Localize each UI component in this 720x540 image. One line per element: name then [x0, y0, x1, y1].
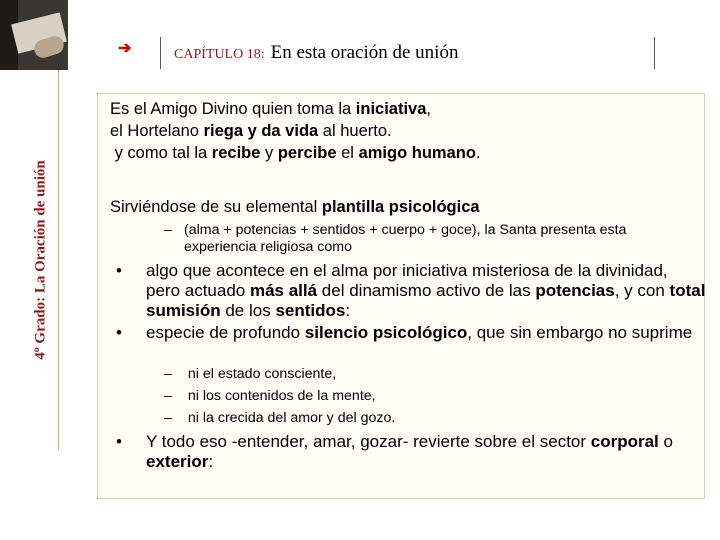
intro-line-3 [110, 142, 481, 164]
sidebar-vertical-title [28, 70, 54, 450]
list-item-text: ni los contenidos de la mente, [187, 388, 376, 404]
sub-item-text: (alma + potencias + sentidos + cuerpo + goce), la Santa presenta esta experiencia religiosa como [184, 222, 627, 255]
sub-item [164, 222, 644, 256]
dash-marker: – [164, 388, 172, 404]
intro-line-1 [110, 98, 481, 120]
title-right-divider [654, 37, 655, 69]
page-title [174, 42, 458, 64]
dash-marker: – [164, 410, 172, 426]
text: al huerto. [318, 122, 392, 140]
section-heading [110, 198, 480, 217]
chapter-title: En esta oración de unión [270, 42, 459, 63]
emphasis: plantilla psicológica [321, 198, 480, 216]
text: : [345, 301, 351, 320]
text: y como tal la [110, 144, 212, 162]
intro-line-2 [110, 120, 481, 142]
emphasis: más allá [249, 281, 318, 300]
bullet-text-1 [146, 261, 706, 321]
list-item-text: ni la crecida del amor y del gozo. [187, 410, 396, 426]
bullet-text-2 [146, 323, 706, 343]
bullet-marker: • [116, 323, 122, 342]
emphasis: corporal [590, 432, 659, 451]
dash-marker: – [164, 366, 172, 382]
arrow-right-icon: ➔ [118, 40, 132, 57]
chapter-label: CAPÍTULO 18: [174, 47, 265, 62]
bullet-text-3 [146, 432, 706, 472]
emphasis: amigo humano [358, 144, 476, 162]
list-item [164, 366, 336, 382]
emphasis: recibe [211, 144, 261, 162]
list-item [164, 388, 376, 404]
sidebar-divider [58, 70, 59, 450]
corner-photo [0, 0, 68, 70]
text: algo que acontece en el alma por iniciativa misteriosa de la divinidad, pero actuado [146, 261, 668, 300]
emphasis: total sumisión [146, 281, 706, 320]
list-item [164, 410, 395, 426]
bullet-marker: • [116, 261, 122, 280]
emphasis: silencio psicológico [304, 323, 468, 342]
emphasis: potencias [535, 281, 615, 300]
text: y [260, 144, 278, 162]
text: , [426, 100, 432, 118]
emphasis: exterior [146, 452, 209, 471]
emphasis: iniciativa [355, 100, 427, 118]
intro-paragraph [110, 98, 481, 164]
text: , que sin embargo no suprime [467, 323, 693, 342]
text: : [208, 452, 214, 471]
text: Y todo eso -entender, amar, gozar- revierte sobre el sector [146, 432, 591, 451]
text: especie de profundo [146, 323, 305, 342]
emphasis: sentidos [275, 301, 346, 320]
text: Es el Amigo Divino quien toma la [110, 100, 356, 118]
list-item-text: ni el estado consciente, [187, 366, 337, 382]
dash-marker: – [164, 222, 172, 238]
text: , y con [614, 281, 670, 300]
text: . [475, 144, 481, 162]
text: del dinamismo activo de las [317, 281, 536, 300]
text: Sirviéndose de su elemental [110, 198, 322, 216]
sidebar-label: 4º Grado: La Oración de unión [32, 160, 49, 360]
title-left-divider [160, 37, 161, 69]
text: de los [220, 301, 276, 320]
text: o [658, 432, 673, 451]
text: el [336, 144, 359, 162]
emphasis: riega y da vida [203, 122, 319, 140]
text: el Hortelano [110, 122, 204, 140]
bullet-marker: • [116, 432, 122, 451]
emphasis: percibe [277, 144, 337, 162]
